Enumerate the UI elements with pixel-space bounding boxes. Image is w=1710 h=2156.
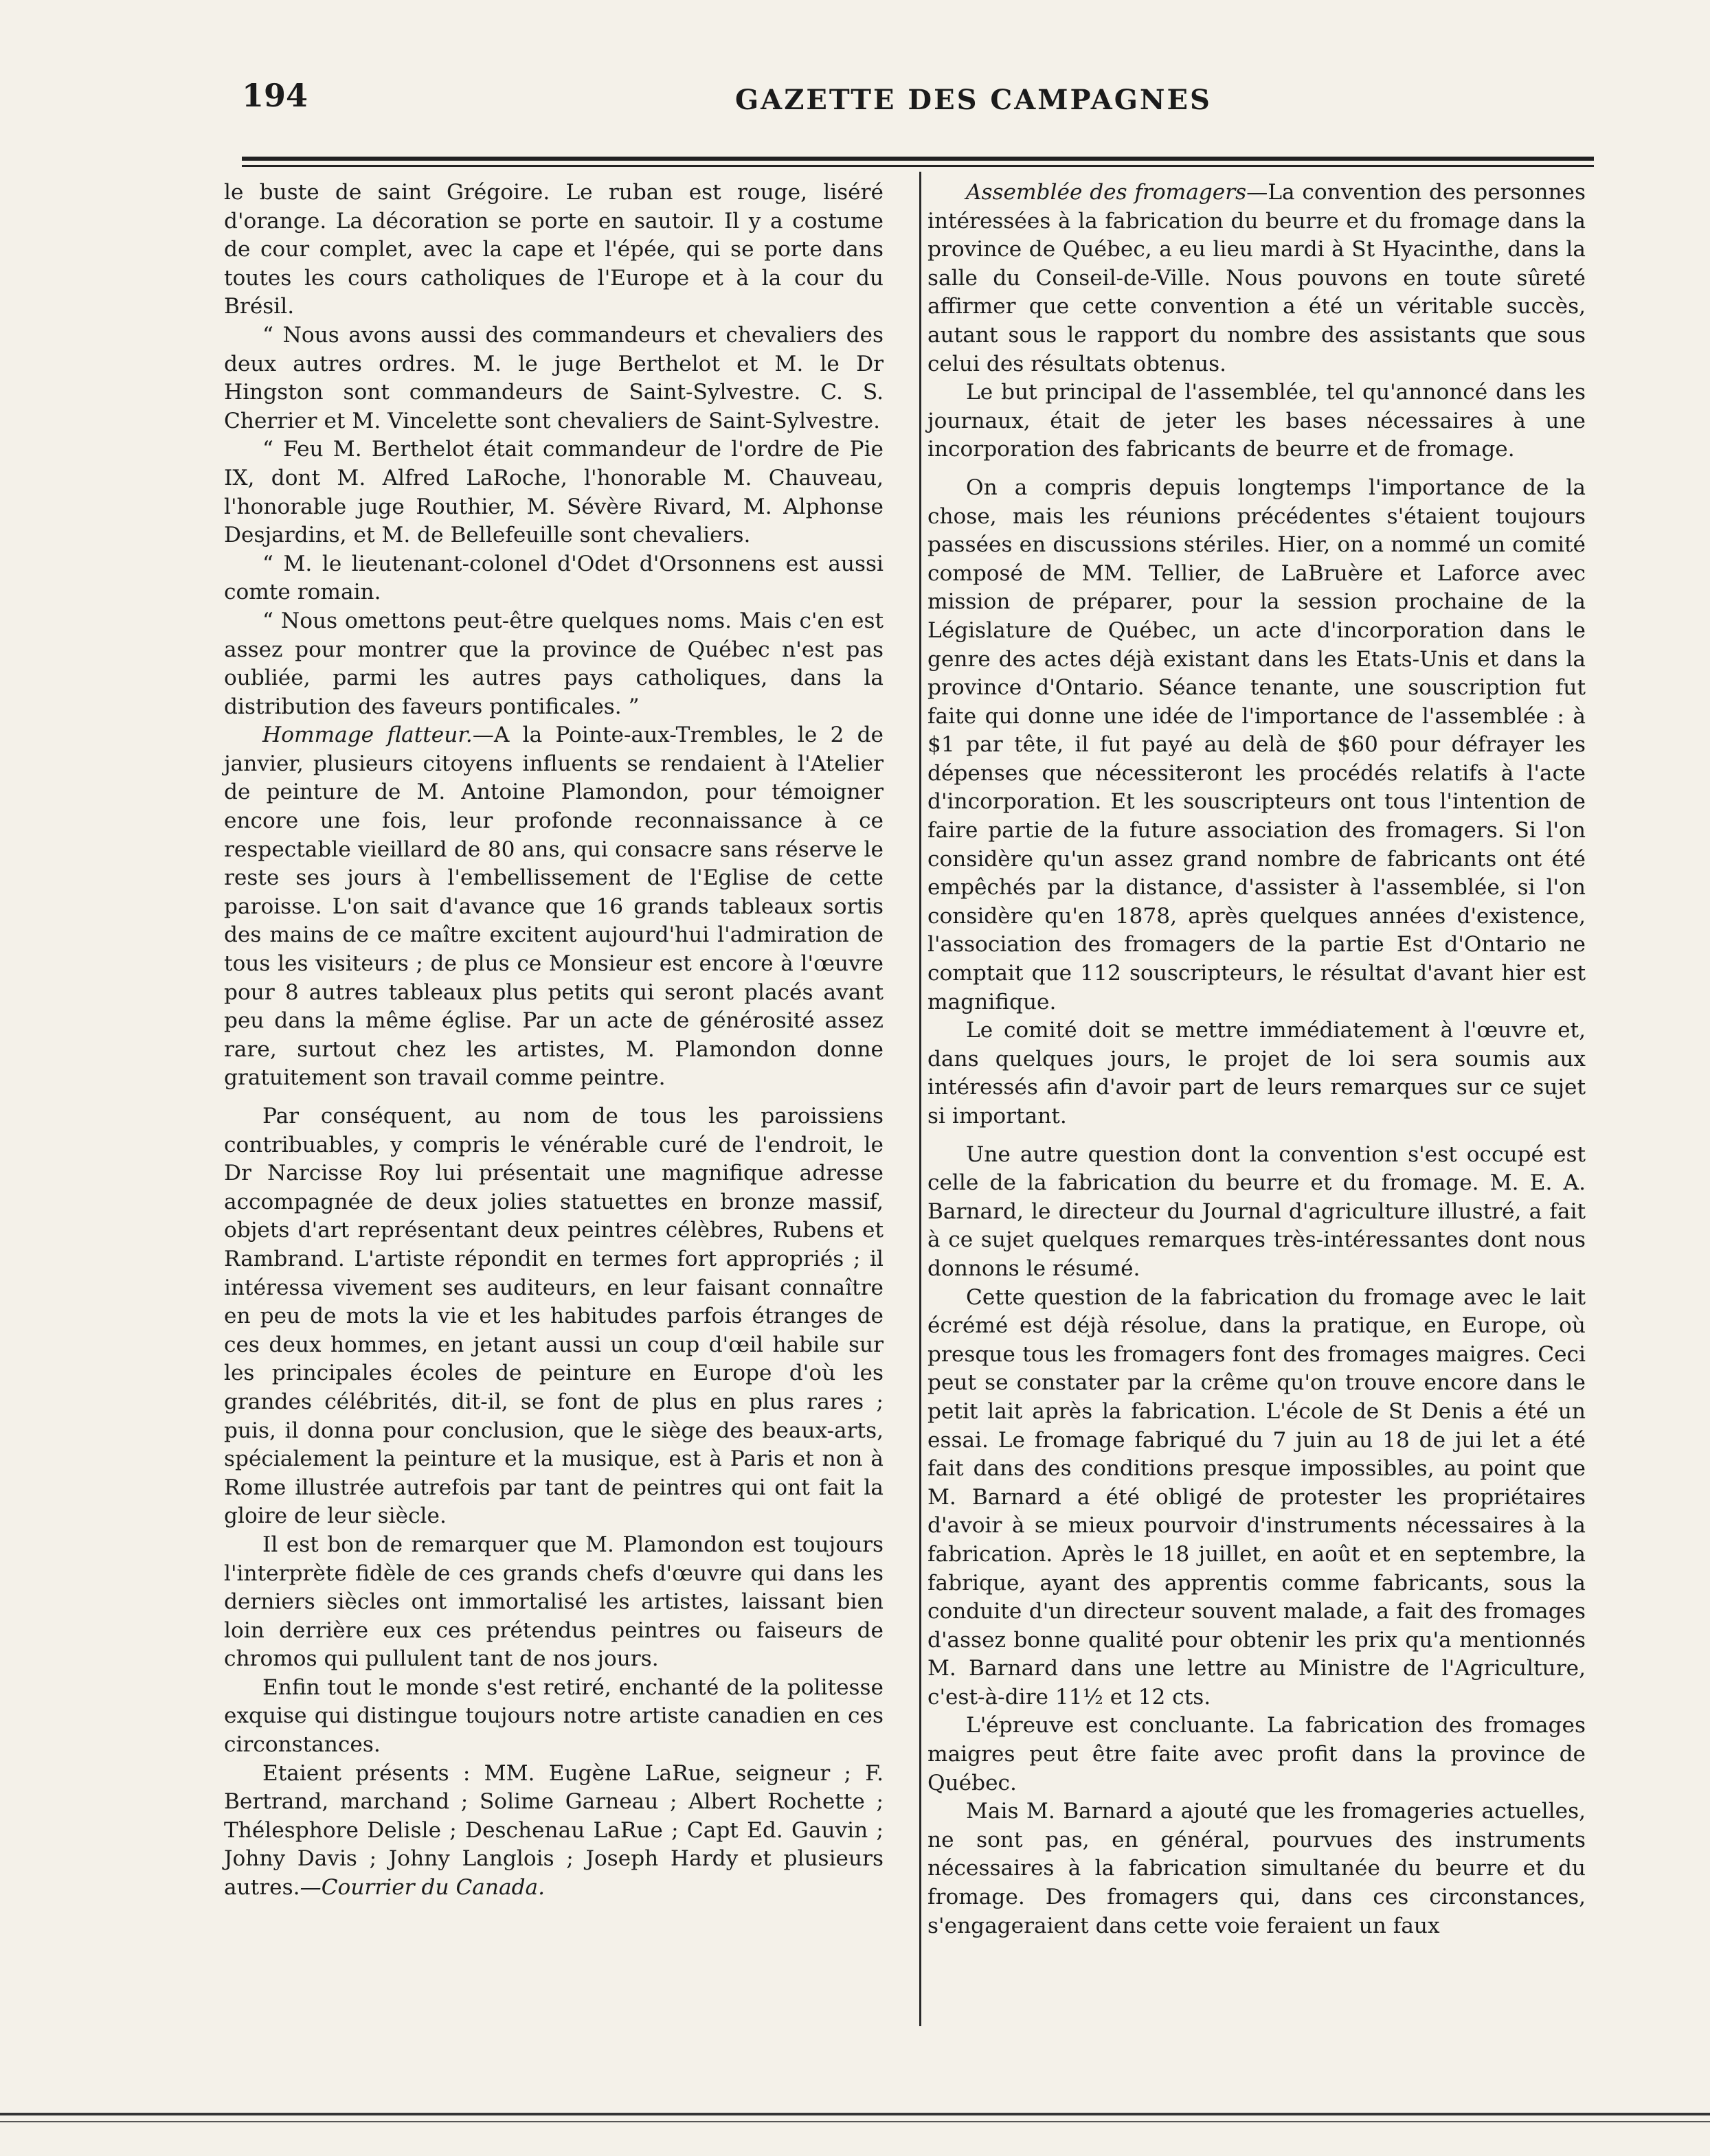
left-column xyxy=(224,179,884,1903)
paragraph: “ Nous omettons peut-être quelques noms. Mais c'en est assez pour montrer que la province de Québec n'est pas oubliée, parmi les autres pays catholiques, dans la distribution des faveurs pontificales. ” xyxy=(224,608,884,719)
article-title: Hommage flatteur. xyxy=(262,723,473,748)
running-head: GAZETTE DES CAMPAGNES xyxy=(735,84,1212,116)
paragraph: Enfin tout le monde s'est retiré, enchanté de la politesse exquise qui distingue toujours notre artiste canadien en ces circonstances. xyxy=(224,1675,884,1758)
paragraph: L'épreuve est concluante. La fabrication des fromages maigres peut être faite avec profit dans la province de Québec. xyxy=(927,1713,1586,1795)
paragraph: Il est bon de remarquer que M. Plamondon est toujours l'interprète fidèle de ces grands chefs d'œuvre qui dans les derniers siècles ont immortalisé les artistes, laissant bien loin derrière eux ces prétendus peintres ou faiseurs de chromos qui pullulent tant de nos jours. xyxy=(224,1532,884,1672)
column-divider xyxy=(919,172,921,2026)
paragraph: “ Nous avons aussi des commandeurs et chevaliers des deux autres ordres. M. le juge Berthelot et M. le Dr Hingston sont commandeurs de Saint-Sylvestre. C. S. Cherrier et M. Vincelette sont chevaliers de Saint-Sylvestre. xyxy=(224,322,884,433)
article-assemblee xyxy=(927,179,1586,378)
paragraph: Mais M. Barnard a ajouté que les fromageries actuelles, ne sont pas, en général, pourvues des instruments nécessaires à la fabrication simultanée du beurre et du fromage. Des fromagers qui, dans ces circonstances, s'engageraient dans cette voie feraient un faux xyxy=(927,1799,1586,1938)
article-title: Assemblée des fromagers xyxy=(966,180,1247,205)
paragraph-text: —La convention des personnes intéressées à la fabrication du beurre et du fromage dans la province de Québec, a eu lieu mardi à St Hyacinthe, dans la salle du Conseil-de-Ville. Nous pouvons en toute sûreté affirmer que cette convention a été un véritable succès, autant sous le rapport du nombre des assistants que sous celui des résultats obtenus. xyxy=(927,180,1586,376)
paragraph: Le comité doit se mettre immédiatement à l'œuvre et, dans quelques jours, le projet de loi sera soumis aux intéressés afin d'avoir part de leurs remarques sur ce sujet si important. xyxy=(927,1018,1586,1128)
bottom-rule-thin xyxy=(0,2121,1710,2122)
paragraph: Le but principal de l'assemblée, tel qu'annoncé dans les journaux, était de jeter les bases nécessaires à une incorporation des fabricants de beurre et de fromage. xyxy=(927,380,1586,462)
right-column xyxy=(927,179,1586,1940)
bottom-rule xyxy=(0,2113,1710,2115)
header-rule xyxy=(242,157,1594,161)
attendees-paragraph xyxy=(224,1760,884,1903)
paragraph: “ M. le lieutenant-colonel d'Odet d'Orsonnens est aussi comte romain. xyxy=(224,551,884,605)
page-number: 194 xyxy=(242,77,308,114)
paragraph: “ Feu M. Berthelot était commandeur de l'ordre de Pie IX, dont M. Alfred LaRoche, l'honorable M. Chauveau, l'honorable juge Routhier, M. Sévère Rivard, M. Alphonse Desjardins, et M. de Bellefeuille sont chevaliers. xyxy=(224,437,884,548)
paragraph: Par conséquent, au nom de tous les paroissiens contribuables, y compris le vénérable curé de l'endroit, le Dr Narcisse Roy lui présentait une magnifique adresse accompagnée de deux jolies statuettes en bronze massif, objets d'art représentant deux peintres célèbres, Rubens et Rambrand. L'artiste répondit en termes fort appropriés ; il intéressa vivement ses auditeurs, en leur faisant connaître en peu de mots la vie et les habitudes parfois étranges de ces deux hommes, en jetant aussi un coup d'œil habile sur les principales écoles de peinture en Europe d'où les grandes célébrités, dit-il, se font de plus en plus rares ; puis, il donna pour conclusion, que le siège des beaux-arts, spécialement la peinture et la musique, est à Paris et non à Rome illustrée autrefois par tant de peintres qui ont fait la gloire de leur siècle. xyxy=(224,1104,884,1529)
paragraph: On a compris depuis longtemps l'importance de la chose, mais les réunions précédentes s'étaient toujours passées en discussions stériles. Hier, on a nommé un comité composé de MM. Tellier, de LaBruère et Laforce avec mission de préparer, pour la session prochaine de la Législature de Québec, un acte d'incorporation dans le genre des actes déjà existant dans les Etats-Unis et dans la province d'Ontario. Séance tenante, une souscription fut faite qui donne une idée de l'importance de l'assemblée : à $1 par tête, il fut payé au delà de $60 pour défrayer les dépenses que nécessiteront les procédés relatifs à l'acte d'incorporation. Et les souscripteurs ont tous l'intention de faire partie de la future association des fromagers. Si l'on considère qu'un assez grand nombre de fabricants ont été empêchés par la distance, d'assister à l'assemblée, si l'on considère qu'en 1878, après quelques années d'existence, l'association des fromagers de la partie Est d'Ontario ne comptait que 112 souscripteurs, le résultat d'avant hier est magnifique. xyxy=(927,475,1586,1014)
header-rule-thin xyxy=(242,165,1594,167)
paragraph-text: —A la Pointe-aux-Trembles, le 2 de janvier, plusieurs citoyens influents se rendaient à l'Atelier de peinture de M. Antoine Plamondon, pour témoigner encore une fois, leur profonde reconnaissance à ce respectable vieillard de 80 ans, qui consacre sans réserve le reste ses jours à l'embellissement de l'Eglise de cette paroisse. L'on sait d'avance que 16 grands tableaux sortis des mains de ce maître excitent aujourd'hui l'admiration de tous les visiteurs ; de plus ce Monsieur est encore à l'œuvre pour 8 autres tableaux plus petits qui seront placés avant peu dans la même église. Par un acte de générosité assez rare, surtout chez les artistes, M. Plamondon donne gratuitement son travail comme peintre. xyxy=(224,723,884,1091)
paragraph: Une autre question dont la convention s'est occupé est celle de la fabrication du beurre et du fromage. M. E. A. Barnard, le directeur du Journal d'agriculture illustré, a fait à ce sujet quelques remarques très-intéressantes dont nous donnons le résumé. xyxy=(927,1142,1586,1281)
article-hommage xyxy=(224,721,884,1093)
paragraph-text: Etaient présents : MM. Eugène LaRue, seigneur ; F. Bertrand, marchand ; Solime Garneau ; Albert Rochette ; Thélesphore Delisle ; Deschenau LaRue ; Capt Ed. Gauvin ; Johny Davis ; Johny Langlois ; Joseph Hardy et plusieurs autres. xyxy=(224,1760,884,1900)
paragraph: le buste de saint Grégoire. Le ruban est rouge, liséré d'orange. La décoration se porte en sautoir. Il y a costume de cour complet, avec la cape et l'épée, qui se porte dans toutes les cours catholiques de l'Europe et à la cour du Brésil. xyxy=(224,180,884,319)
paragraph: Cette question de la fabrication du fromage avec le lait écrémé est déjà résolue, dans la pratique, en Europe, où presque tous les fromagers font des fromages maigres. Ceci peut se constater par la crême qu'on trouve encore dans le petit lait après la fabrication. L'école de St Denis a été un essai. Le fromage fabriqué du 7 juin au 18 de jui let a été fait dans des conditions presque impossibles, au point que M. Barnard a été obligé de protester les propriétaires d'avoir à se mieux pourvoir d'instruments nécessaires à la fabrication. Après le 18 juillet, en août et en septembre, la fabrique, ayant des apprentis comme fabricants, sous la conduite d'un directeur souvent malade, a fait des fromages d'assez bonne qualité pour obtenir les prix qu'a mentionnés M. Barnard dans une lettre au Ministre de l'Agriculture, c'est-à-dire 11½ et 12 cts. xyxy=(927,1284,1586,1710)
source-credit: —Courrier du Canada. xyxy=(300,1875,545,1900)
